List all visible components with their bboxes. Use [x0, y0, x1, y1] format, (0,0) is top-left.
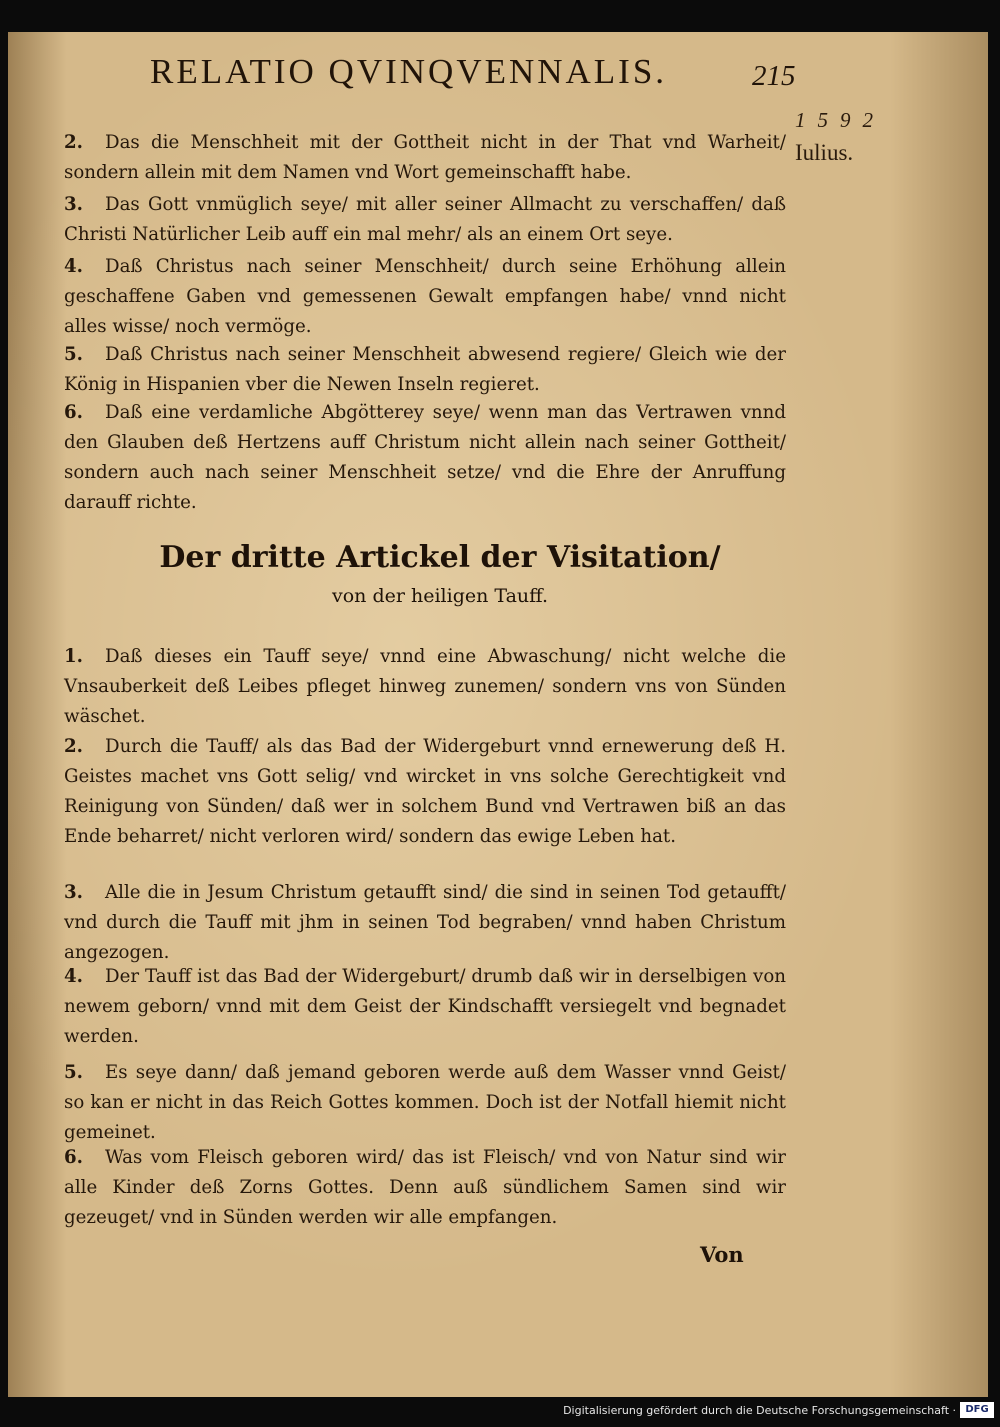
item-text: Das die Menschheit mit der Gottheit nicht in der That vnd Warheit/ sondern allein mit dem Namen vnd Wort gemeinschafft habe.: [64, 132, 786, 183]
article-item: [64, 190, 786, 250]
item-text: Es seye dann/ daß jemand geboren werde auß dem Wasser vnnd Geist/ so kan er nicht in das Reich Gottes kommen. Doch ist der Notfall hiemit nicht gemeinet.: [64, 1062, 786, 1143]
item-number: 4.: [64, 966, 83, 987]
item-text: Daß dieses ein Tauff seye/ vnnd eine Abwaschung/ nicht welche die Vnsauberkeit deß Leibes pfleget hinweg zunemen/ sondern vns von Sünden wäschet.: [64, 646, 786, 727]
digitization-credit: Digitalisierung gefördert durch die Deutsche Forschungsgemeinschaft ·: [563, 1404, 956, 1417]
item-number: 2.: [64, 132, 83, 153]
article-item: [64, 128, 786, 188]
item-number: 3.: [64, 882, 83, 903]
section-title: Der dritte Artickel der Visitation/: [159, 540, 721, 575]
item-number: 5.: [64, 344, 83, 365]
article-item: [64, 252, 786, 342]
item-text: Was vom Fleisch geboren wird/ das ist Fleisch/ vnd von Natur sind wir alle Kinder deß Zorns Gottes. Denn auß sündlichem Samen sind wir gezeuget/ vnd in Sünden werden wir alle empfangen.: [64, 1147, 786, 1228]
margin-year: 1592: [795, 108, 885, 132]
article-item: [64, 1143, 786, 1233]
article-item: [64, 1058, 786, 1148]
item-text: Daß eine verdamliche Abgötterey seye/ wenn man das Vertrawen vnnd den Glauben deß Hertzens auff Christum nicht allein nach seiner Gottheit/ sondern auch nach seiner Menschheit setze/ vnd die Ehre der Anruffung darauff richte.: [64, 402, 786, 513]
item-number: 6.: [64, 1147, 83, 1168]
item-text: Das Gott vnmüglich seye/ mit aller seiner Allmacht zu verschaffen/ daß Christi Natürlicher Leib auff ein mal mehr/ als an einem Ort seye.: [64, 194, 786, 245]
item-number: 6.: [64, 402, 83, 423]
article-item: [64, 732, 786, 852]
dfg-logo: DFG: [960, 1402, 994, 1418]
item-number: 1.: [64, 646, 83, 667]
section-subtitle: von der heiligen Tauff.: [332, 585, 548, 607]
item-number: 4.: [64, 256, 83, 277]
article-item: [64, 398, 786, 518]
item-text: Daß Christus nach seiner Menschheit/ durch seine Erhöhung allein geschaffene Gaben vnd gemessenen Gewalt empfangen habe/ vnnd nicht alles wisse/ noch vermöge.: [64, 256, 786, 337]
item-number: 5.: [64, 1062, 83, 1083]
article-item: [64, 340, 786, 400]
item-number: 3.: [64, 194, 83, 215]
item-text: Daß Christus nach seiner Menschheit abwesend regiere/ Gleich wie der König in Hispanien vber die Newen Inseln regieret.: [64, 344, 786, 395]
item-number: 2.: [64, 736, 83, 757]
item-text: Der Tauff ist das Bad der Widergeburt/ drumb daß wir in derselbigen von newem geborn/ vnnd mit dem Geist der Kindschafft versiegelt vnd begnadet werden.: [64, 966, 786, 1047]
margin-month: Iulius.: [795, 140, 854, 165]
article-item: [64, 878, 786, 968]
article-item: [64, 962, 786, 1052]
catchword: Von: [700, 1242, 744, 1267]
item-text: Durch die Tauff/ als das Bad der Widergeburt vnnd ernewerung deß H. Geistes machet vns Gott selig/ vnd wircket in vns solche Gerechtigkeit vnd Reinigung von Sünden/ daß wer in solchem Bund vnd Vertrawen biß an das Ende beharret/ nicht verloren wird/ sondern das ewige Leben hat.: [64, 736, 786, 847]
article-item: [64, 642, 786, 732]
running-head: RELATIO QVINQVENNALIS.: [150, 52, 668, 91]
item-text: Alle die in Jesum Christum getaufft sind/ die sind in seinen Tod getaufft/ vnd durch die Tauff mit jhm in seinen Tod begraben/ vnnd haben Christum angezogen.: [64, 882, 786, 963]
page-number: 215: [752, 60, 796, 92]
